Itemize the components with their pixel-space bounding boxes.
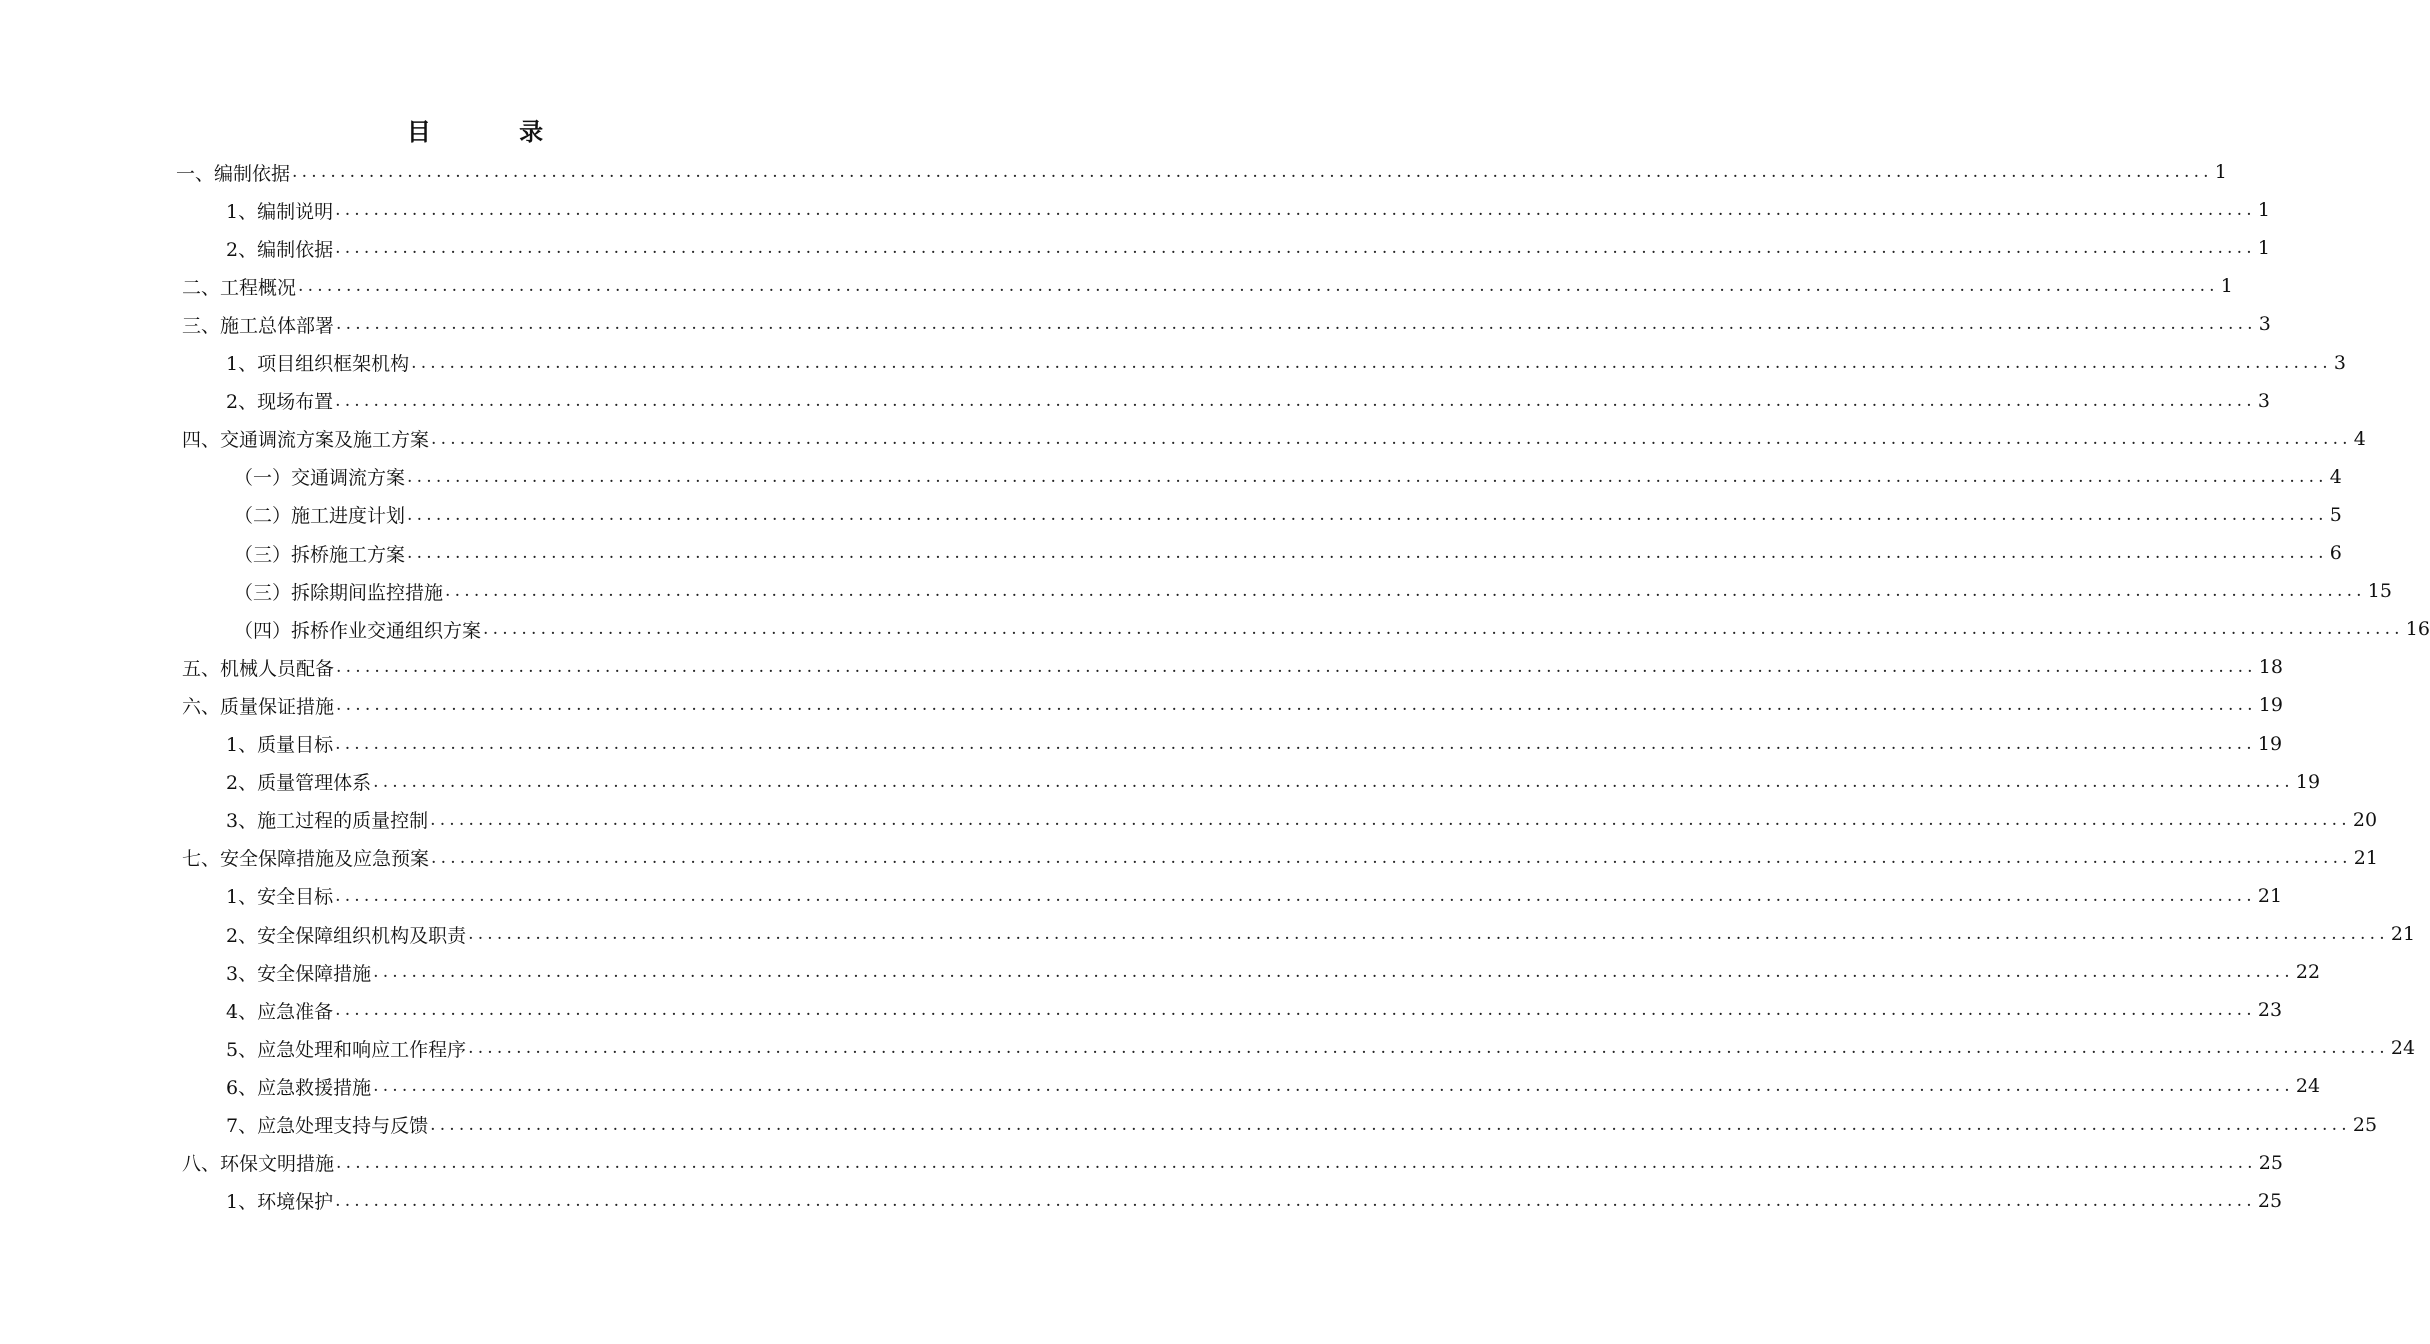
toc-leader-dots: ........................................................................................................................................................................................................ [468, 1038, 2389, 1059]
toc-entry[interactable] [226, 191, 2270, 229]
toc-entry[interactable] [182, 305, 2271, 343]
toc-entry[interactable] [226, 915, 2416, 953]
toc-entry-page-number: 20 [2352, 808, 2378, 831]
toc-entry[interactable] [182, 839, 2378, 877]
toc-entry-label: 6、应急救援措施 [226, 1076, 372, 1099]
toc-entry-page-number: 1 [2257, 237, 2270, 260]
toc-entry-label: 1、编制说明 [226, 200, 334, 223]
toc-entry-page-number: 25 [2258, 1151, 2283, 1174]
toc-entry-page-number: 15 [2367, 580, 2392, 603]
toc-leader-dots: ........................................................................................................................................................................................................ [335, 1190, 2256, 1211]
toc-leader-dots: ........................................................................................................................................................................................................ [335, 238, 2256, 259]
toc-entry[interactable] [226, 1067, 2321, 1105]
toc-leader-dots: ........................................................................................................................................................................................................ [407, 504, 2328, 525]
toc-entry-label: 2、安全保障组织机构及职责 [226, 924, 467, 947]
toc-entry-label: 六、质量保证措施 [182, 695, 335, 718]
toc-leader-dots: ........................................................................................................................................................................................................ [468, 924, 2389, 944]
toc-entry[interactable] [182, 420, 2366, 458]
toc-leader-dots: ........................................................................................................................................................................................................ [430, 809, 2351, 830]
toc-entry-label: 5、应急处理和响应工作程序 [226, 1038, 467, 1061]
toc-leader-dots: ........................................................................................................................................................................................................ [483, 619, 2404, 640]
toc-leader-dots: ........................................................................................................................................................................................................ [292, 162, 2213, 182]
toc-entry-page-number: 16 [2405, 618, 2430, 641]
toc-entry-label: 一、编制依据 [176, 162, 291, 185]
toc-title: 目 录 [406, 117, 584, 146]
toc-entry-page-number: 19 [2295, 770, 2321, 793]
toc-entry-label: 3、安全保障措施 [226, 962, 372, 985]
toc-entry[interactable] [226, 991, 2283, 1029]
toc-entry-page-number: 24 [2390, 1037, 2416, 1060]
toc-entry-label: 3、施工过程的质量控制 [226, 810, 429, 833]
toc-entry[interactable] [234, 534, 2342, 572]
toc-leader-dots: ........................................................................................................................................................................................................ [445, 581, 2366, 602]
toc-entry-label: 1、安全目标 [226, 886, 334, 909]
toc-entry-page-number: 25 [2352, 1113, 2378, 1136]
toc-entry[interactable] [234, 610, 2430, 648]
toc-entry-label: 1、质量目标 [226, 734, 334, 756]
toc-entry-page-number: 3 [2258, 313, 2271, 336]
toc-entry-page-number: 19 [2257, 732, 2283, 755]
toc-entry-label: 4、应急准备 [226, 1000, 334, 1023]
toc-entry-label: 1、环境保护 [226, 1191, 334, 1214]
toc-entry-page-number: 22 [2295, 961, 2321, 984]
toc-entry-page-number: 24 [2295, 1075, 2321, 1098]
toc-entry-page-number: 23 [2257, 999, 2283, 1022]
toc-entry-page-number: 21 [2390, 923, 2416, 945]
toc-entry[interactable] [226, 344, 2346, 382]
toc-entry[interactable] [226, 877, 2283, 915]
toc-entry[interactable] [182, 648, 2283, 686]
toc-leader-dots: ........................................................................................................................................................................................................ [335, 390, 2256, 411]
toc-leader-dots: ........................................................................................................................................................................................................ [336, 1152, 2257, 1173]
toc-entry-page-number: 4 [2329, 465, 2342, 488]
toc-leader-dots: ........................................................................................................................................................................................................ [407, 466, 2328, 487]
toc-entry-label: 1、项目组织框架机构 [226, 353, 410, 375]
toc-entry[interactable] [226, 1029, 2416, 1067]
toc-entry-label: 2、现场布置 [226, 391, 334, 414]
toc-leader-dots: ........................................................................................................................................................................................................ [373, 1076, 2294, 1097]
toc-entry-page-number: 3 [2333, 351, 2346, 374]
toc-entry[interactable] [182, 1144, 2283, 1182]
toc-entry-label: （四）拆桥作业交通组织方案 [234, 619, 482, 642]
toc-leader-dots: ........................................................................................................................................................................................................ [336, 695, 2257, 716]
toc-entry-page-number: 5 [2329, 503, 2342, 526]
toc-leader-dots: ........................................................................................................................................................................................................ [335, 1000, 2256, 1021]
toc-entry-label: （三）拆桥施工方案 [234, 543, 406, 566]
toc-entry-label: 7、应急处理支持与反馈 [226, 1115, 429, 1137]
toc-entry-label: （二）施工进度计划 [234, 505, 406, 528]
toc-leader-dots: ........................................................................................................................................................................................................ [336, 657, 2257, 678]
toc-entry-label: 八、环保文明措施 [182, 1153, 335, 1176]
toc-leader-dots: ........................................................................................................................................................................................................ [336, 314, 2257, 335]
toc-leader-dots: ........................................................................................................................................................................................................ [431, 428, 2352, 449]
toc-entry[interactable] [226, 382, 2270, 420]
toc-entry-label: 七、安全保障措施及应急预案 [182, 848, 430, 871]
toc-entry[interactable] [182, 267, 2233, 305]
toc-entry-page-number: 25 [2257, 1189, 2283, 1212]
toc-entry-label: 三、施工总体部署 [182, 314, 335, 337]
toc-leader-dots: ........................................................................................................................................................................................................ [430, 1114, 2351, 1135]
toc-leader-dots: ........................................................................................................................................................................................................ [373, 962, 2294, 983]
toc-entry[interactable] [234, 496, 2342, 534]
toc-entry-page-number: 1 [2214, 161, 2227, 183]
toc-leader-dots: ........................................................................................................................................................................................................ [335, 885, 2256, 906]
toc-entry-label: 2、编制依据 [226, 238, 334, 261]
toc-entry-page-number: 19 [2258, 694, 2283, 717]
toc-entry[interactable] [226, 953, 2321, 991]
toc-entry[interactable] [176, 153, 2227, 191]
toc-entry-page-number: 4 [2353, 427, 2366, 450]
toc-leader-dots: ........................................................................................................................................................................................................ [373, 771, 2294, 792]
toc-entry[interactable] [226, 763, 2321, 801]
toc-entry[interactable] [226, 1182, 2283, 1220]
toc-entry-page-number: 21 [2257, 884, 2283, 907]
toc-leader-dots: ........................................................................................................................................................................................................ [431, 847, 2352, 868]
toc-entry[interactable] [226, 801, 2378, 839]
toc-entry-label: 五、机械人员配备 [182, 657, 335, 680]
toc-entry[interactable] [226, 725, 2283, 763]
toc-entry-label: 四、交通调流方案及施工方案 [182, 429, 430, 452]
toc-entry[interactable] [182, 686, 2283, 724]
toc-entry[interactable] [234, 458, 2342, 496]
toc-leader-dots: ........................................................................................................................................................................................................ [335, 733, 2256, 754]
toc-entry-page-number: 1 [2257, 199, 2270, 222]
toc-entry-page-number: 21 [2353, 846, 2378, 869]
toc-entry-page-number: 3 [2257, 389, 2270, 412]
toc-entry-label: 二、工程概况 [182, 276, 297, 299]
toc-leader-dots: ........................................................................................................................................................................................................ [411, 352, 2332, 373]
toc-entry-label: （一）交通调流方案 [234, 467, 406, 490]
toc-entry-label: （三）拆除期间监控措施 [234, 581, 444, 604]
toc-leader-dots: ........................................................................................................................................................................................................ [335, 200, 2256, 221]
toc-entry-page-number: 1 [2220, 275, 2233, 298]
toc-entry[interactable] [226, 229, 2270, 267]
toc-entry-page-number: 18 [2258, 656, 2283, 679]
toc-entry[interactable] [234, 572, 2392, 610]
toc-leader-dots: ........................................................................................................................................................................................................ [298, 276, 2219, 297]
toc-entry-label: 2、质量管理体系 [226, 772, 372, 795]
toc-leader-dots: ........................................................................................................................................................................................................ [407, 543, 2328, 563]
toc-entry-page-number: 6 [2329, 542, 2342, 564]
toc-entry[interactable] [226, 1106, 2378, 1144]
